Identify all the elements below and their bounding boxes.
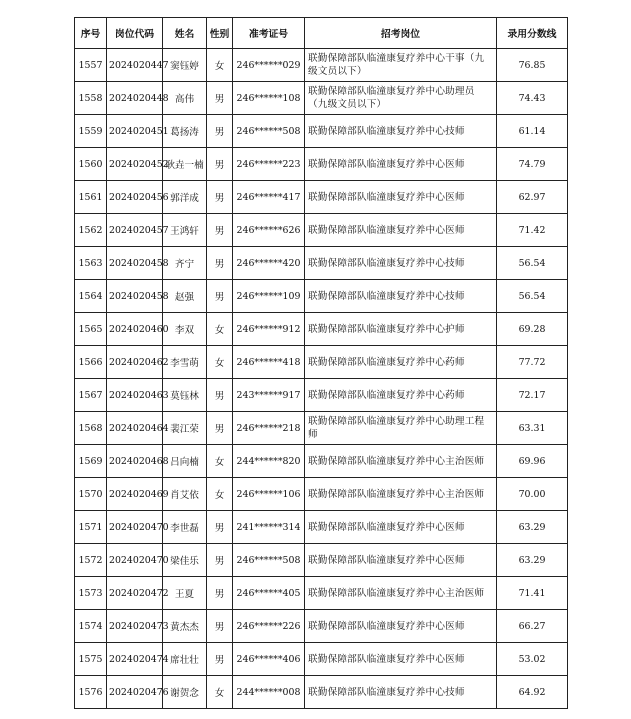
cell-seq: 1569 [75,445,107,478]
table-header [75,18,568,49]
table-row [75,247,568,280]
header-name: 姓名 [163,18,207,49]
cell-score-line: 64.92 [497,676,568,709]
results-table [74,17,568,709]
cell-post-code: 2024020470 [107,511,163,544]
cell-exam-id: 241******314 [233,511,305,544]
cell-score-line: 63.29 [497,544,568,577]
header-exam-id: 准考证号 [233,18,305,49]
cell-name: 赵强 [163,280,207,313]
cell-score-line: 56.54 [497,247,568,280]
cell-gender: 男 [207,115,233,148]
cell-post-code: 2024020464 [107,412,163,445]
cell-seq: 1561 [75,181,107,214]
cell-score-line: 69.96 [497,445,568,478]
cell-name: 王夏 [163,577,207,610]
cell-seq: 1565 [75,313,107,346]
cell-seq: 1571 [75,511,107,544]
cell-gender: 男 [207,610,233,643]
cell-exam-id: 246******406 [233,643,305,676]
cell-score-line: 53.02 [497,643,568,676]
cell-position: 联勤保障部队临潼康复疗养中心主治医师 [305,445,497,478]
table-row [75,214,568,247]
cell-exam-id: 246******508 [233,544,305,577]
cell-post-code: 2024020476 [107,676,163,709]
cell-exam-id: 243******917 [233,379,305,412]
cell-exam-id: 246******218 [233,412,305,445]
cell-gender: 男 [207,577,233,610]
cell-score-line: 62.97 [497,181,568,214]
table-row [75,610,568,643]
table-row [75,49,568,82]
cell-position: 联勤保障部队临潼康复疗养中心医师 [305,544,497,577]
cell-exam-id: 246******508 [233,115,305,148]
header-gender: 性别 [207,18,233,49]
cell-exam-id: 246******420 [233,247,305,280]
cell-gender: 男 [207,181,233,214]
cell-gender: 男 [207,280,233,313]
table-row [75,148,568,181]
cell-seq: 1559 [75,115,107,148]
cell-position: 联勤保障部队临潼康复疗养中心医师 [305,511,497,544]
cell-score-line: 71.42 [497,214,568,247]
cell-post-code: 2024020448 [107,82,163,115]
cell-name: 李世磊 [163,511,207,544]
cell-seq: 1564 [75,280,107,313]
cell-gender: 男 [207,82,233,115]
cell-exam-id: 244******008 [233,676,305,709]
cell-post-code: 2024020469 [107,478,163,511]
cell-gender: 女 [207,313,233,346]
cell-exam-id: 246******223 [233,148,305,181]
cell-score-line: 69.28 [497,313,568,346]
cell-gender: 女 [207,445,233,478]
cell-post-code: 2024020456 [107,181,163,214]
cell-score-line: 77.72 [497,346,568,379]
cell-gender: 女 [207,346,233,379]
header-seq: 序号 [75,18,107,49]
cell-post-code: 2024020447 [107,49,163,82]
cell-score-line: 71.41 [497,577,568,610]
cell-score-line: 66.27 [497,610,568,643]
cell-name: 肖艾依 [163,478,207,511]
cell-name: 黄杰杰 [163,610,207,643]
cell-score-line: 63.29 [497,511,568,544]
cell-gender: 男 [207,643,233,676]
cell-gender: 男 [207,247,233,280]
cell-seq: 1568 [75,412,107,445]
cell-exam-id: 246******106 [233,478,305,511]
cell-score-line: 74.79 [497,148,568,181]
cell-gender: 男 [207,544,233,577]
cell-name: 郭洋成 [163,181,207,214]
cell-position: 联勤保障部队临潼康复疗养中心护师 [305,313,497,346]
table-row [75,676,568,709]
cell-exam-id: 246******108 [233,82,305,115]
cell-post-code: 2024020451 [107,115,163,148]
cell-seq: 1562 [75,214,107,247]
cell-exam-id: 246******405 [233,577,305,610]
cell-position: 联勤保障部队临潼康复疗养中心助理工程师 [305,412,497,445]
cell-position: 联勤保障部队临潼康复疗养中心技师 [305,115,497,148]
header-row [75,18,568,49]
cell-position: 联勤保障部队临潼康复疗养中心药师 [305,379,497,412]
cell-post-code: 2024020472 [107,577,163,610]
table-row [75,478,568,511]
cell-gender: 男 [207,511,233,544]
cell-seq: 1573 [75,577,107,610]
cell-score-line: 76.85 [497,49,568,82]
cell-gender: 男 [207,214,233,247]
cell-name: 裴江荣 [163,412,207,445]
cell-post-code: 2024020463 [107,379,163,412]
cell-name: 高伟 [163,82,207,115]
table-row [75,544,568,577]
table-row [75,115,568,148]
table-row [75,445,568,478]
cell-gender: 女 [207,49,233,82]
cell-seq: 1557 [75,49,107,82]
cell-seq: 1563 [75,247,107,280]
cell-position: 联勤保障部队临潼康复疗养中心药师 [305,346,497,379]
cell-name: 谢贺念 [163,676,207,709]
cell-exam-id: 246******626 [233,214,305,247]
cell-exam-id: 246******109 [233,280,305,313]
cell-post-code: 2024020452 [107,148,163,181]
cell-score-line: 56.54 [497,280,568,313]
cell-exam-id: 246******912 [233,313,305,346]
cell-seq: 1566 [75,346,107,379]
header-score-line: 录用分数线 [497,18,568,49]
cell-position: 联勤保障部队临潼康复疗养中心医师 [305,181,497,214]
cell-post-code: 2024020470 [107,544,163,577]
cell-position: 联勤保障部队临潼康复疗养中心医师 [305,148,497,181]
cell-seq: 1567 [75,379,107,412]
cell-exam-id: 244******820 [233,445,305,478]
cell-position: 联勤保障部队临潼康复疗养中心医师 [305,214,497,247]
cell-position: 联勤保障部队临潼康复疗养中心医师 [305,610,497,643]
header-position: 招考岗位 [305,18,497,49]
cell-post-code: 2024020474 [107,643,163,676]
cell-gender: 女 [207,676,233,709]
cell-position: 联勤保障部队临潼康复疗养中心技师 [305,247,497,280]
cell-position: 联勤保障部队临潼康复疗养中心主治医师 [305,478,497,511]
cell-name: 王鸿轩 [163,214,207,247]
table-row [75,313,568,346]
cell-post-code: 2024020458 [107,280,163,313]
cell-position: 联勤保障部队临潼康复疗养中心主治医师 [305,577,497,610]
cell-gender: 男 [207,148,233,181]
cell-position: 联勤保障部队临潼康复疗养中心医师 [305,643,497,676]
cell-name: 齐宁 [163,247,207,280]
cell-position: 联勤保障部队临潼康复疗养中心技师 [305,280,497,313]
table-row [75,379,568,412]
cell-seq: 1570 [75,478,107,511]
table-row [75,82,568,115]
cell-seq: 1575 [75,643,107,676]
table-body [75,49,568,709]
cell-post-code: 2024020473 [107,610,163,643]
table-row [75,346,568,379]
cell-exam-id: 246******417 [233,181,305,214]
cell-score-line: 61.14 [497,115,568,148]
cell-seq: 1576 [75,676,107,709]
header-post-code: 岗位代码 [107,18,163,49]
cell-name: 耿垚一楠 [163,148,207,181]
cell-post-code: 2024020458 [107,247,163,280]
cell-post-code: 2024020460 [107,313,163,346]
cell-exam-id: 246******226 [233,610,305,643]
cell-seq: 1558 [75,82,107,115]
cell-seq: 1572 [75,544,107,577]
cell-name: 李雪萌 [163,346,207,379]
cell-post-code: 2024020468 [107,445,163,478]
cell-post-code: 2024020462 [107,346,163,379]
cell-position: 联勤保障部队临潼康复疗养中心助理员（九级文员以下） [305,82,497,115]
cell-score-line: 70.00 [497,478,568,511]
cell-position: 联勤保障部队临潼康复疗养中心技师 [305,676,497,709]
table-row [75,280,568,313]
cell-name: 莫钰林 [163,379,207,412]
table-row [75,577,568,610]
cell-exam-id: 246******418 [233,346,305,379]
cell-name: 吕向楠 [163,445,207,478]
table-row [75,412,568,445]
cell-name: 席壮壮 [163,643,207,676]
cell-score-line: 63.31 [497,412,568,445]
table-row [75,181,568,214]
cell-gender: 男 [207,379,233,412]
cell-score-line: 72.17 [497,379,568,412]
cell-name: 窦钰婷 [163,49,207,82]
table-row [75,643,568,676]
table-row [75,511,568,544]
cell-gender: 女 [207,478,233,511]
cell-name: 李双 [163,313,207,346]
cell-exam-id: 246******029 [233,49,305,82]
cell-name: 葛扬涛 [163,115,207,148]
cell-position: 联勤保障部队临潼康复疗养中心干事（九级文员以下） [305,49,497,82]
cell-score-line: 74.43 [497,82,568,115]
cell-gender: 男 [207,412,233,445]
cell-seq: 1574 [75,610,107,643]
cell-post-code: 2024020457 [107,214,163,247]
cell-seq: 1560 [75,148,107,181]
cell-name: 梁佳乐 [163,544,207,577]
